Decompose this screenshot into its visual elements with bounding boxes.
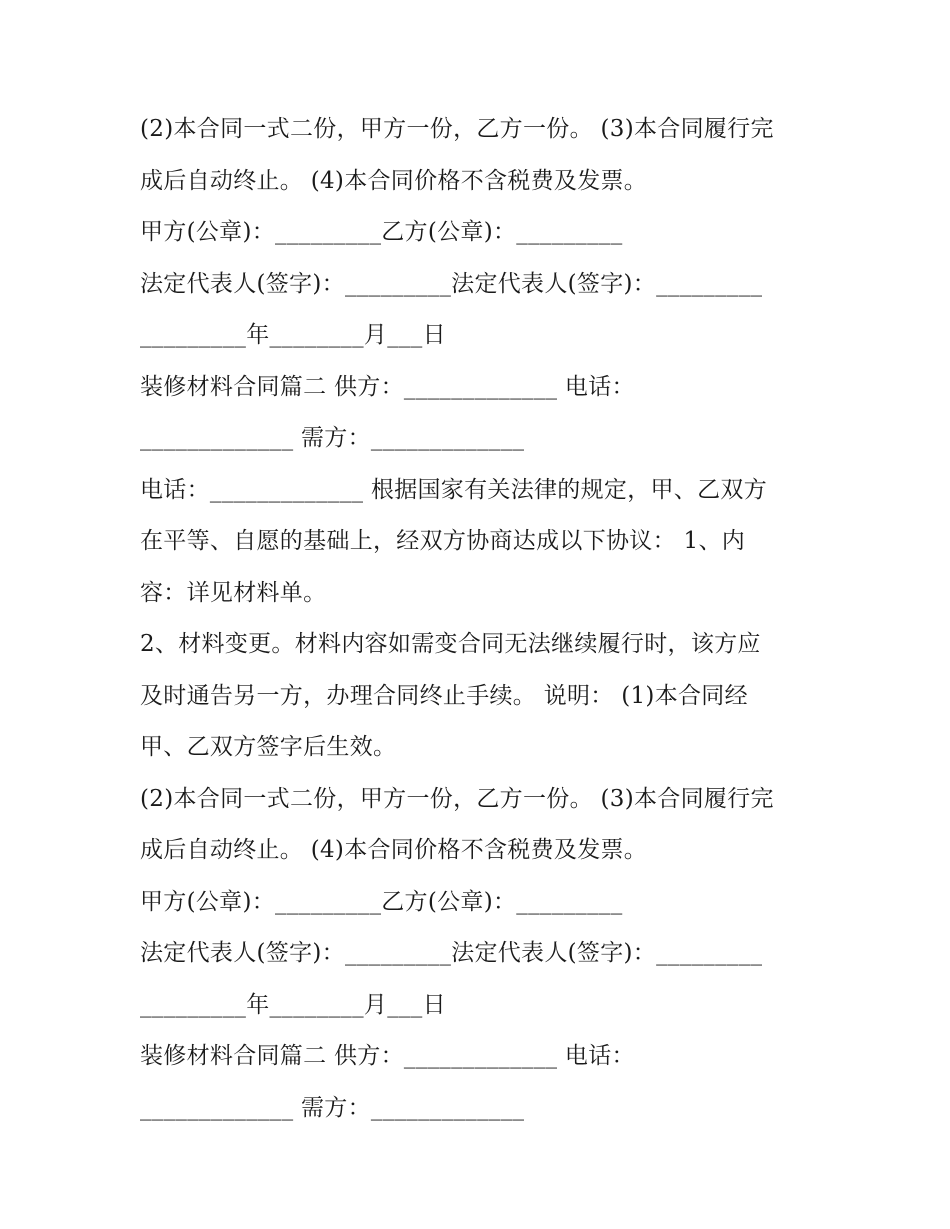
- signature-line-seals: 甲方(公章)：_________乙方(公章)：_________: [140, 219, 623, 245]
- text-line: 2、材料变更。材料内容如需变合同无法继续履行时，该方应: [140, 631, 761, 657]
- text-line: 电话：_____________ 根据国家有关法律的规定，甲、乙双方: [140, 476, 768, 503]
- text-line: 及时通告另一方，办理合同终止手续。 说明： (1)本合同经: [140, 682, 748, 709]
- text-line: 成后自动终止。 (4)本合同价格不含税费及发票。: [140, 837, 648, 863]
- text-line: 甲、乙双方签字后生效。: [140, 734, 397, 760]
- section-heading-line: 装修材料合同篇二 供方：_____________ 电话：: [140, 1043, 635, 1069]
- text-line: 成后自动终止。 (4)本合同价格不含税费及发票。: [140, 167, 648, 194]
- text-line: (2)本合同一式二份，甲方一份，乙方一份。 (3)本合同履行完: [140, 116, 774, 142]
- signature-line-seals: 甲方(公章)：_________乙方(公章)：_________: [140, 888, 623, 915]
- text-line: _____________ 需方：_____________: [140, 425, 525, 451]
- document-body: [140, 104, 810, 1134]
- text-line: 容：详见材料单。: [140, 579, 327, 606]
- text-line: (2)本合同一式二份，甲方一份，乙方一份。 (3)本合同履行完: [140, 785, 774, 812]
- signature-line-representatives: 法定代表人(签字)：_________法定代表人(签字)：_________: [140, 270, 763, 297]
- date-line: _________年________月___日: [140, 991, 446, 1018]
- text-line: 在平等、自愿的基础上，经双方协商达成以下协议： 1、内: [140, 528, 746, 554]
- signature-line-representatives: 法定代表人(签字)：_________法定代表人(签字)：_________: [140, 940, 763, 966]
- text-line: _____________ 需方：_____________: [140, 1094, 525, 1121]
- date-line: _________年________月___日: [140, 322, 446, 348]
- section-heading-line: 装修材料合同篇二 供方：_____________ 电话：: [140, 373, 635, 400]
